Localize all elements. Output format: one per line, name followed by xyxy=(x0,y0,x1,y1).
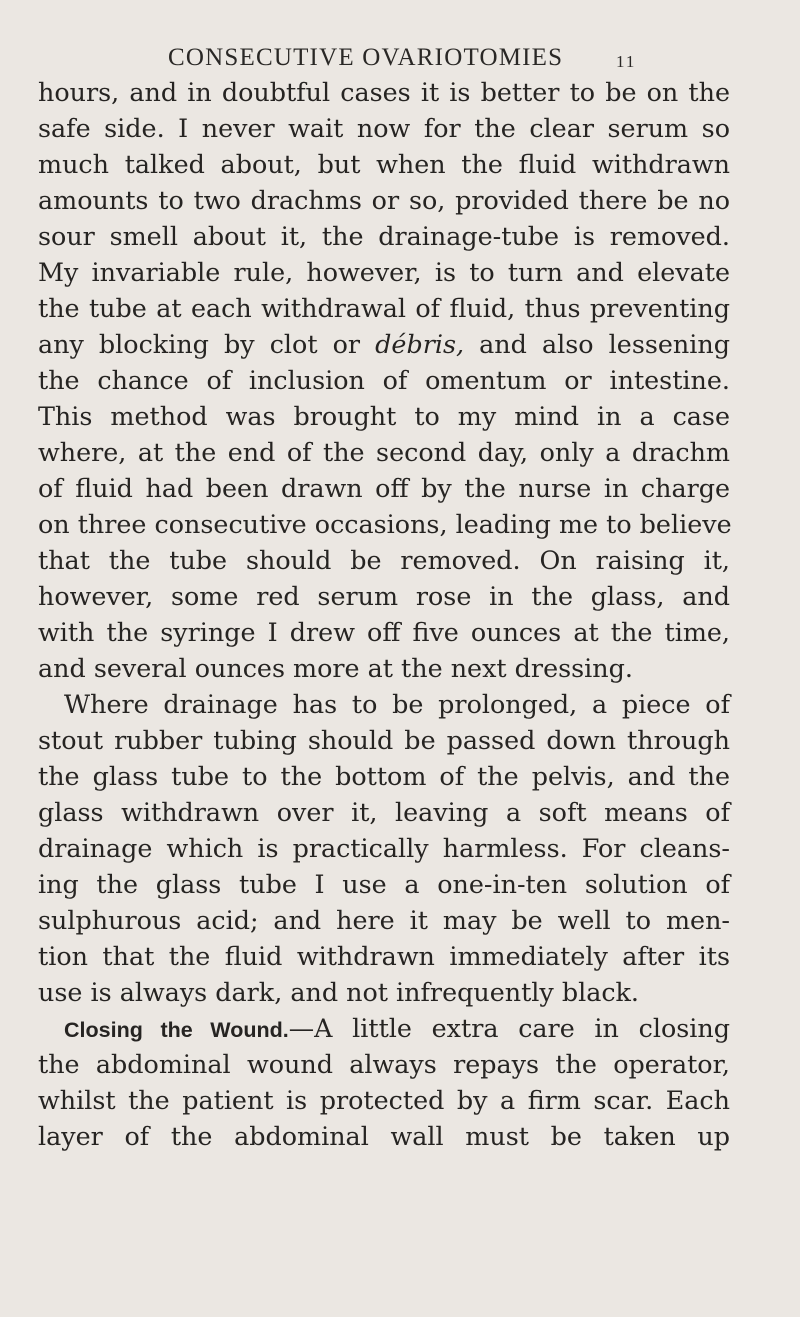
running-head xyxy=(0,40,800,76)
text-line: hours, and in doubtful cases it is better to be on the xyxy=(38,77,730,107)
text-line: sour smell about it, the drainage-tube is removed. xyxy=(38,221,730,251)
text-run: any blocking by clot or xyxy=(38,329,376,359)
text-line: on three consecutive occasions, leading me to believe xyxy=(38,509,732,539)
text-line: that the tube should be removed. On raising it, xyxy=(38,545,730,575)
paragraph-first-line: Where drainage has to be prolonged, a piece of xyxy=(64,689,730,719)
text-line: the abdominal wound always repays the operator, xyxy=(38,1049,730,1079)
section-heading-line xyxy=(0,1010,800,1046)
text-line: the chance of inclusion of omentum or intestine. xyxy=(38,365,730,395)
text-line: glass withdrawn over it, leaving a soft means of xyxy=(38,797,730,827)
running-title: CONSECUTIVE OVARIOTOMIES xyxy=(168,44,564,71)
text-line xyxy=(0,326,800,362)
paragraph-last-line: use is always dark, and not infrequently black. xyxy=(38,977,640,1007)
text-line: however, some red serum rose in the glass, and xyxy=(38,581,730,611)
text-line: My invariable rule, however, is to turn and elevate xyxy=(38,257,730,287)
page-number: 11 xyxy=(616,52,637,71)
text-line: where, at the end of the second day, only a drachm xyxy=(38,437,730,467)
paragraph-last-line: and several ounces more at the next dressing. xyxy=(38,653,633,683)
text-line: the glass tube to the bottom of the pelvis, and the xyxy=(38,761,730,791)
text-line: safe side. I never wait now for the clear serum so xyxy=(38,113,730,143)
section-heading: Closing the Wound. xyxy=(64,1018,289,1042)
italic-term: débris, xyxy=(375,329,465,359)
text-line: of fluid had been drawn off by the nurse in charge xyxy=(38,473,730,503)
text-line: sulphurous acid; and here it may be well to men- xyxy=(38,905,730,935)
text-line: This method was brought to my mind in a case xyxy=(38,401,730,431)
text-line: much talked about, but when the fluid withdrawn xyxy=(38,149,730,179)
text-run: —A little extra care in closing xyxy=(288,1013,730,1043)
text-line: tion that the fluid withdrawn immediately after its xyxy=(38,941,730,971)
text-line: layer of the abdominal wall must be taken up xyxy=(38,1121,730,1151)
text-line: ing the glass tube I use a one-in-ten solution of xyxy=(38,869,730,899)
text-line: stout rubber tubing should be passed down through xyxy=(38,725,730,755)
text-line: amounts to two drachms or so, provided there be no xyxy=(38,185,730,215)
text-line: whilst the patient is protected by a firm scar. Each xyxy=(38,1085,730,1115)
text-line: drainage which is practically harmless. For cleans- xyxy=(38,833,730,863)
text-run: and also lessening xyxy=(464,329,730,359)
text-line: the tube at each withdrawal of fluid, thus preventing xyxy=(38,293,730,323)
text-line: with the syringe I drew off five ounces at the time, xyxy=(38,617,730,647)
